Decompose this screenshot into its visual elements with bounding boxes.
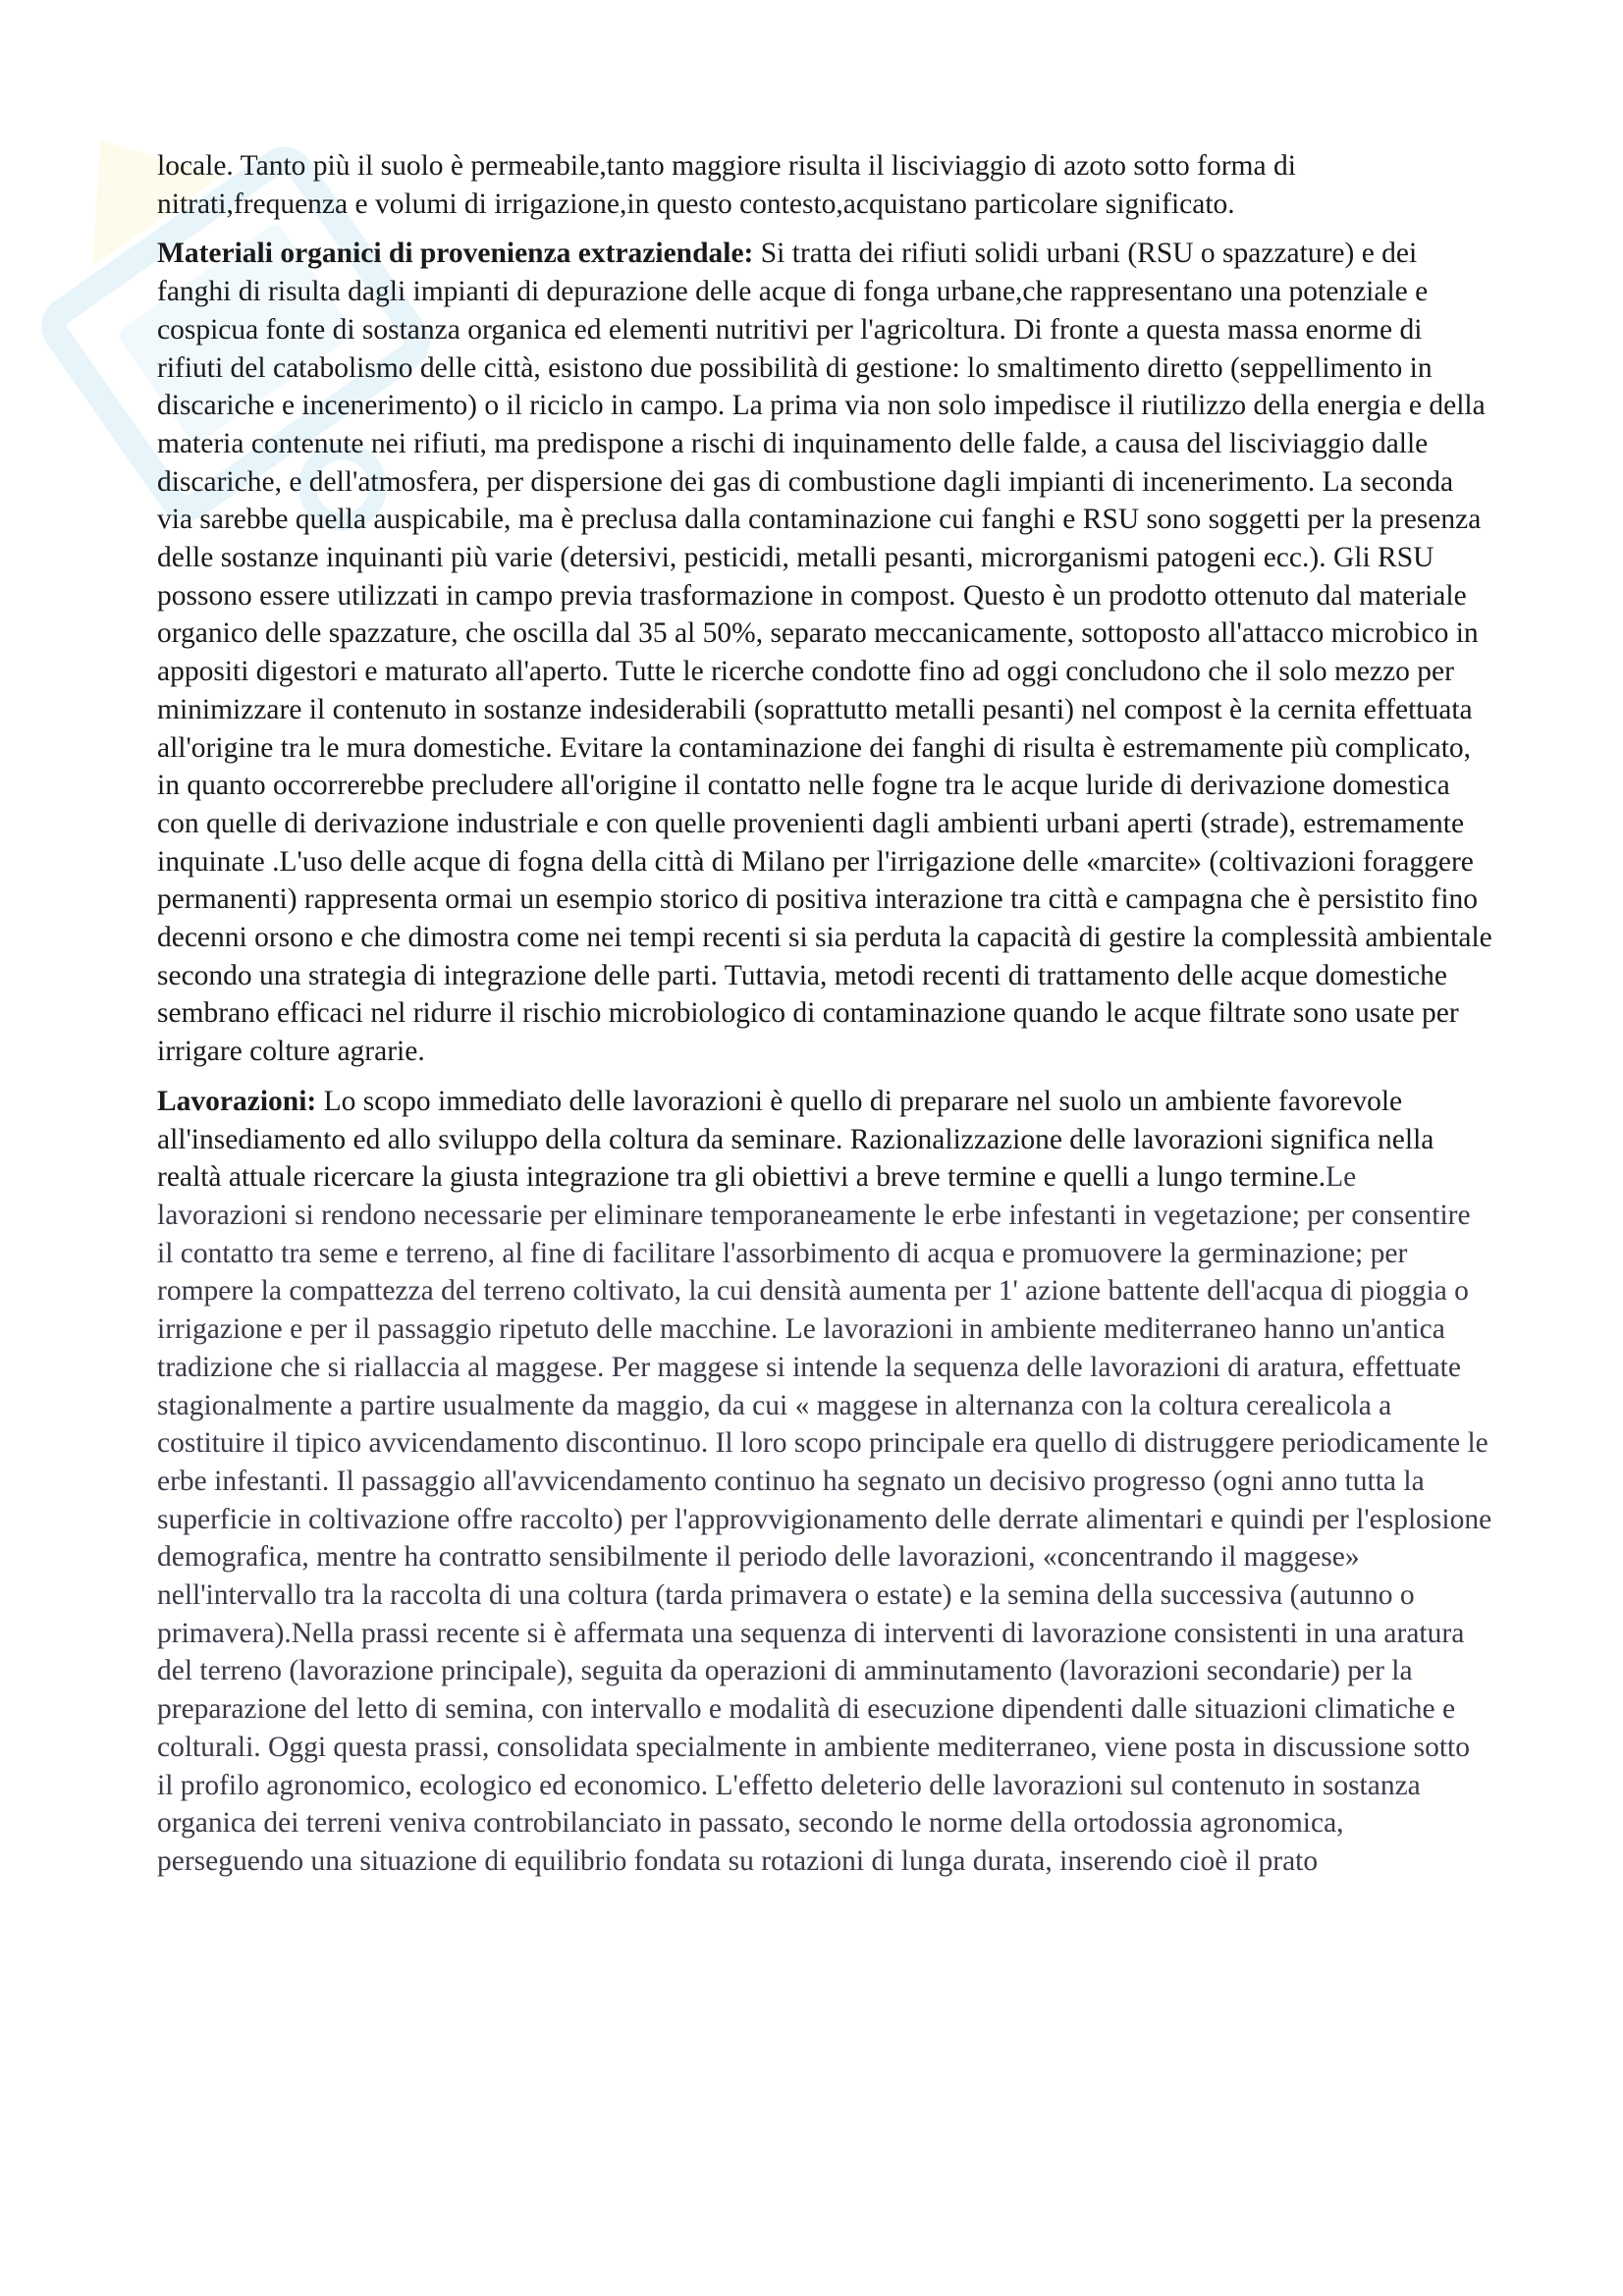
document-body <box>157 147 1492 1893</box>
paragraph-text: Lo scopo immediato delle lavorazioni è quello di preparare nel suolo un ambiente favorevole all'insediamento ed allo sviluppo della coltura da seminare. Razionalizzazione delle lavorazioni significa nella realtà attuale ricercare la giusta integrazione tra gli obiettivi a breve termine e quelli a lungo termine. <box>157 1085 1434 1194</box>
paragraph-text: Si tratta dei rifiuti solidi urbani (RSU o spazzature) e dei fanghi di risulta dagli impianti di depurazione delle acque di fonga urbane,che rappresentano una potenziale e cospicua fonte di sostanza organica ed elementi nutritivi per l'agricoltura. Di fronte a questa massa enorme di rifiuti del catabolismo delle città, esistono due possibilità di gestione: lo smaltimento diretto (seppellimento in discariche e incenerimento) o il riciclo in campo. La prima via non solo impedisce il riutilizzo della energia e della materia contenute nei rifiuti, ma predispone a rischi di inquinamento delle falde, a causa del lisciviaggio dalle discariche, e dell'atmosfera, per dispersione dei gas di combustione dagli impianti di incenerimento. La seconda via sarebbe quella auspicabile, ma è preclusa dalla contaminazione cui fanghi e RSU sono soggetti per la presenza delle sostanze inquinanti più varie (detersivi, pesticidi, metalli pesanti, microrganismi patogeni ecc.). Gli RSU possono essere utilizzati in campo previa trasformazione in compost. Questo è un prodotto ottenuto dal materiale organico delle spazzature, che oscilla dal 35 al 50%, separato meccanicamente, sottoposto all'attacco microbico in appositi digestori e maturato all'aperto. Tutte le ricerche condotte fino ad oggi concludono che il solo mezzo per minimizzare il contenuto in sostanze indesiderabili (soprattutto metalli pesanti) nel compost è la cernita effettuata all'origine tra le mura domestiche. Evitare la contaminazione dei fanghi di risulta è estremamente più complicato, in quanto occorrerebbe precludere all'origine il contatto nelle fogne tra le acque luride di derivazione domestica con quelle di derivazione industriale e con quelle provenienti dagli ambienti urbani aperti (strade), estremamente inquinate .L'uso delle acque di fogna della città di Milano per l'irrigazione delle «marcite» (coltivazioni foraggere permanenti) rappresenta ormai un esempio storico di positiva interazione tra città e campagna che è persistito fino decenni orsono e che dimostra come nei tempi recenti si sia perduta la capacità di gestire la complessità ambientale secondo una strategia di integrazione delle parti. Tuttavia, metodi recenti di trattamento delle acque domestiche sembrano efficaci nel ridurre il rischio microbiologico di contaminazione quando le acque filtrate sono usate per irrigare colture agrarie. <box>157 238 1492 1068</box>
paragraph-text: locale. Tanto più il suolo è permeabile,tanto maggiore risulta il lisciviaggio di azoto sotto forma di nitrati,frequenza e volumi di irrigazione,in questo contesto,acquistano particolare significato. <box>157 150 1296 220</box>
paragraph-continuation: Le lavorazioni si rendono necessarie per eliminare temporaneamente le erbe infestanti in vegetazione; per consentire il contatto tra seme e terreno, al fine di facilitare l'assorbimento di acqua e promuovere la germinazione; per rompere la compattezza del terreno coltivato, la cui densità aumenta per 1' azione battente dell'acqua di pioggia o irrigazione e per il passaggio ripetuto delle macchine. Le lavorazioni in ambiente mediterraneo hanno un'antica tradizione che si riallaccia al maggese. Per maggese si intende la sequenza delle lavorazioni di aratura, effettuate stagionalmente a partire usualmente da maggio, da cui « maggese in alternanza con la coltura cerealicola a costituire il tipico avvicendamento discontinuo. Il loro scopo principale era quello di distruggere periodicamente le erbe infestanti. Il passaggio all'avvicendamento continuo ha segnato un decisivo progresso (ogni anno tutta la superficie in coltivazione offre raccolto) per l'approvvigionamento delle derrate alimentari e quindi per l'esplosione demografica, mentre ha contratto sensibilmente il periodo delle lavorazioni, «concentrando il maggese» nell'intervallo tra la raccolta di una coltura (tarda primavera o estate) e la semina della successiva (autunno o primavera).Nella prassi recente si è affermata una sequenza di interventi di lavorazione consistenti in una aratura del terreno (lavorazione principale), seguita da operazioni di amminutamento (lavorazioni secondarie) per la preparazione del letto di semina, con intervallo e modalità di esecuzione dipendenti dalle situazioni climatiche e colturali. Oggi questa prassi, consolidata specialmente in ambiente mediterraneo, viene posta in discussione sotto il profilo agronomico, ecologico ed economico. L'effetto deleterio delle lavorazioni sul contenuto in sostanza organica dei terreni veniva controbilanciato in passato, secondo le norme della ortodossia agronomica, perseguendo una situazione di equilibrio fondata su rotazioni di lunga durata, inserendo cioè il prato <box>157 1161 1492 1877</box>
paragraph-intro <box>157 147 1492 223</box>
paragraph-heading: Materiali organici di provenienza extraziendale: <box>157 238 754 270</box>
paragraph-heading: Lavorazioni: <box>157 1085 317 1117</box>
paragraph-lavorazioni <box>157 1083 1492 1881</box>
paragraph-materiali-organici <box>157 235 1492 1070</box>
